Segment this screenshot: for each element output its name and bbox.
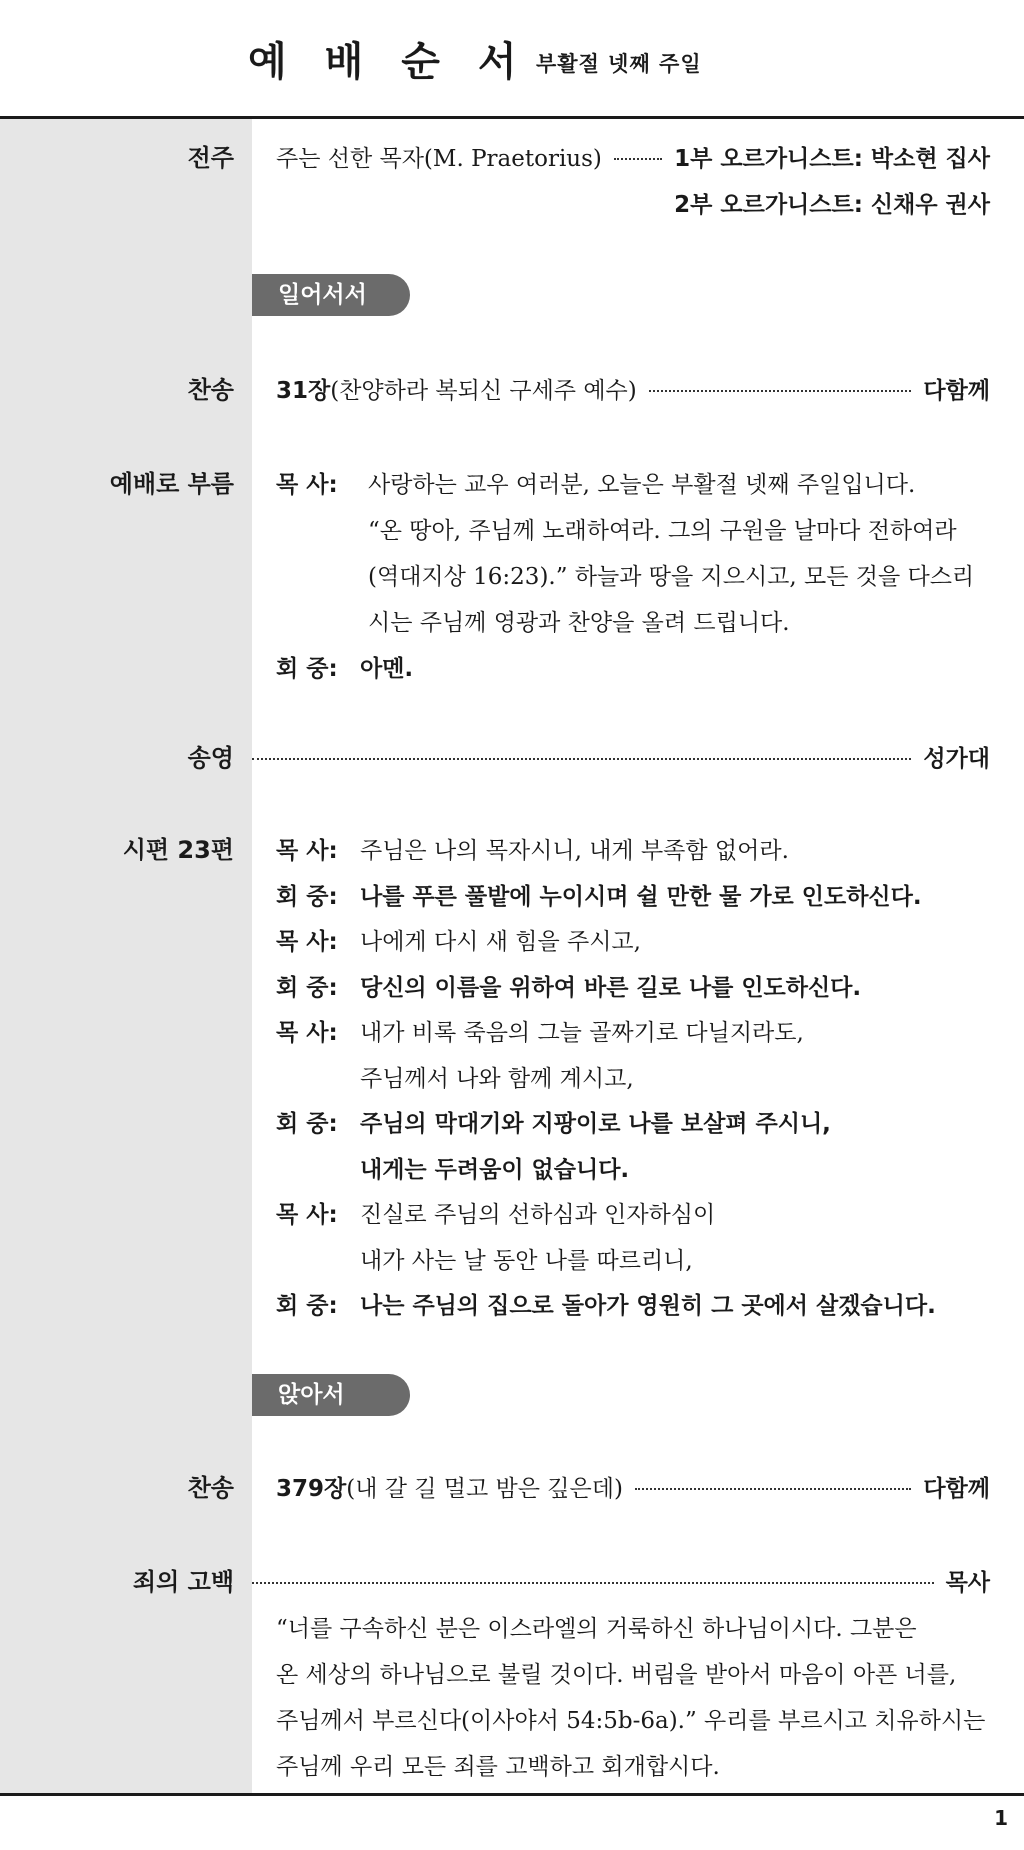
hymn2-number: 379장 (276, 1476, 347, 1502)
psalm-line (276, 1196, 715, 1229)
organist-1: 1부 오르가니스트: 박소현 집사 (674, 146, 990, 172)
psalm-text: 내가 사는 날 동안 나를 따르리니, (360, 1247, 693, 1274)
prelude-piece: 주는 선한 목자(M. Praetorius) (276, 146, 602, 172)
prelude-line (276, 140, 990, 173)
anthem-label: 송영 (187, 744, 234, 772)
hymn1-label: 찬송 (187, 376, 234, 404)
psalm-line (276, 878, 922, 911)
psalm-line (276, 1242, 693, 1275)
psalm-text: 나를 푸른 풀밭에 누이시며 쉴 만한 물 가로 인도하신다. (360, 883, 922, 910)
psalm-line (276, 1287, 936, 1320)
psalm-speaker: 목 사: (276, 1202, 338, 1228)
psalm-text: 주님은 나의 목자시니, 내게 부족함 없어라. (360, 838, 789, 864)
psalm-line (276, 1105, 831, 1138)
sit-badge: 앉아서 (252, 1374, 410, 1416)
speaker-pastor: 목 사: (276, 472, 338, 498)
confession-by: 목사 (945, 1570, 990, 1596)
call-line: “온 땅아, 주님께 노래하여라. 그의 구원을 날마다 전하여라 (368, 518, 957, 544)
confession-line (252, 1564, 990, 1597)
hymn2-line (276, 1470, 990, 1503)
hymn2-label: 찬송 (187, 1474, 234, 1502)
psalm-speaker: 목 사: (276, 838, 338, 864)
psalm-speaker: 목 사: (276, 929, 338, 955)
psalm-text: 내게는 두려움이 없습니다. (360, 1156, 630, 1183)
speaker-congregation: 회 중: (276, 656, 338, 682)
psalm-line (276, 1060, 634, 1093)
stand-badge: 일어서서 (252, 274, 410, 316)
psalm-text: 나에게 다시 새 힘을 주시고, (360, 929, 641, 955)
call-response: 아멘. (360, 656, 414, 682)
prelude-label: 전주 (187, 144, 234, 172)
confession-text: 온 세상의 하나님으로 불릴 것이다. 버림을 받아서 마음이 아픈 너를, (276, 1662, 957, 1688)
psalm-line (276, 969, 861, 1002)
hymn1-number: 31장 (276, 378, 331, 404)
psalm-speaker: 회 중: (276, 1293, 338, 1319)
psalm-line (276, 1014, 804, 1047)
call-line: 시는 주님께 영광과 찬양을 올려 드립니다. (368, 610, 790, 636)
call-label: 예배로 부름 (109, 470, 234, 498)
call-line: 사랑하는 교우 여러분, 오늘은 부활절 넷째 주일입니다. (368, 472, 916, 498)
confession-text: 주님께서 부르신다(이사야서 54:5b-6a).” 우리를 부르시고 치유하시는 (276, 1708, 986, 1734)
psalm-text: 주님의 막대기와 지팡이로 나를 보살펴 주시니, (360, 1111, 831, 1137)
call-line: (역대지상 16:23).” 하늘과 땅을 지으시고, 모든 것을 다스리 (368, 564, 975, 590)
hymn2-title: (내 갈 길 멀고 밤은 깊은데) (346, 1476, 623, 1502)
psalm-text: 당신의 이름을 위하여 바른 길로 나를 인도하신다. (360, 974, 862, 1001)
leader-dots (649, 390, 912, 392)
psalm-line (276, 1151, 629, 1184)
confession-text: 주님께 우리 모든 죄를 고백하고 회개합시다. (276, 1754, 720, 1780)
leader-dots (614, 158, 662, 160)
confession-label: 죄의 고백 (132, 1568, 234, 1596)
psalm-speaker: 회 중: (276, 883, 338, 910)
call-congregation-row (276, 650, 413, 683)
psalm-text: 나는 주님의 집으로 돌아가 영원히 그 곳에서 살겠습니다. (360, 1293, 936, 1319)
page-header (0, 0, 1024, 118)
psalm-line (276, 832, 789, 865)
confession-text: “너를 구속하신 분은 이스라엘의 거룩하신 하나님이시다. 그분은 (276, 1616, 917, 1642)
organist-2: 2부 오르가니스트: 신채우 권사 (674, 192, 990, 218)
psalm-label: 시편 23편 (122, 836, 234, 864)
psalm-text: 내가 비록 죽음의 그늘 골짜기로 다닐지라도, (360, 1020, 804, 1046)
page-subtitle: 부활절 넷째 주일 (536, 52, 702, 76)
hymn1-line (276, 372, 990, 405)
anthem-line (252, 740, 990, 773)
leader-dots (252, 758, 911, 760)
leader-dots (252, 1582, 934, 1584)
hymn2-by: 다함께 (923, 1476, 990, 1502)
anthem-by: 성가대 (923, 746, 990, 772)
prelude-line-2 (276, 186, 990, 219)
bottom-rule (0, 1793, 1024, 1796)
page-title: 예배순서 (248, 39, 555, 85)
psalm-line (276, 923, 641, 956)
psalm-speaker: 회 중: (276, 1111, 338, 1137)
page-number: 1 (994, 1806, 1008, 1830)
leader-dots (635, 1488, 911, 1490)
psalm-text: 주님께서 나와 함께 계시고, (360, 1065, 634, 1092)
psalm-speaker: 회 중: (276, 974, 338, 1001)
psalm-text: 진실로 주님의 선하심과 인자하심이 (360, 1202, 716, 1228)
hymn1-by: 다함께 (923, 378, 990, 404)
hymn1-title: (찬양하라 복되신 구세주 예수) (330, 378, 637, 404)
call-pastor-row (276, 466, 360, 499)
psalm-speaker: 목 사: (276, 1020, 338, 1046)
